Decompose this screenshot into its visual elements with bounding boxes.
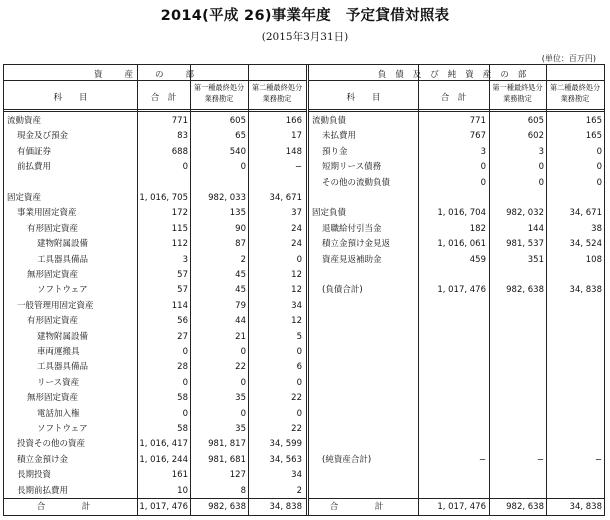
row-label: 電話加入権 — [37, 408, 80, 419]
row-label: 事業用固定資産 — [17, 208, 77, 219]
row-total: 771 — [469, 116, 486, 126]
liabilities-col2-header: 第二種最終処分 業務勘定 — [549, 83, 601, 103]
row-col2: 0 — [596, 162, 602, 173]
row-col2: 34, 563 — [269, 454, 302, 465]
row-label: (負債合計) — [322, 285, 363, 296]
row-label: 固定負債 — [312, 208, 347, 219]
row-label: 現金及び預金 — [17, 131, 69, 142]
liabilities-total-col2: 34, 838 — [569, 502, 602, 512]
row-col1: 602 — [527, 131, 544, 142]
liabilities-col1-header: 第一種最終処分 業務勘定 — [492, 83, 543, 103]
row-total: 182 — [469, 223, 486, 234]
row-col2: 12 — [291, 285, 302, 296]
liabilities-section-header: 負債及び純資産の部 — [377, 70, 536, 80]
assets-total-row — [4, 500, 306, 515]
row-label: 流動資産 — [7, 116, 42, 126]
row-col1: 2 — [240, 254, 246, 265]
row-col1: 45 — [235, 285, 246, 296]
row-label: リース資産 — [37, 377, 80, 388]
row-col1: 44 — [235, 316, 246, 327]
row-label: 建物附属設備 — [37, 239, 89, 250]
row-col1: 982, 032 — [506, 208, 544, 219]
assets-section-header: 資産の部 — [93, 70, 216, 80]
assets-item-header: 科 目 — [53, 93, 88, 103]
row-label: 一般管理用固定資産 — [17, 300, 94, 311]
row-col1: 135 — [229, 208, 246, 219]
row-col1: − — [536, 454, 544, 465]
row-col1: 0 — [240, 347, 246, 357]
row-label: 積立金預け金見返 — [322, 239, 391, 250]
row-col1: 605 — [527, 116, 544, 126]
row-col2: 17 — [291, 131, 302, 142]
row-col1: 351 — [527, 254, 544, 265]
row-label: ソフトウェア — [37, 285, 88, 296]
row-col2: − — [594, 454, 602, 465]
row-col1: 0 — [240, 162, 246, 173]
table-row — [309, 452, 604, 469]
row-total: 1, 016, 061 — [437, 239, 486, 250]
row-label: その他の流動負債 — [322, 177, 391, 188]
row-col1: 22 — [235, 362, 246, 373]
row-total: 1, 017, 476 — [437, 285, 486, 296]
row-label: 無形固定資産 — [27, 393, 79, 404]
row-total: 1, 016, 704 — [437, 208, 486, 219]
row-label: 建物附属設備 — [37, 331, 89, 342]
row-label: 車両運搬具 — [37, 347, 80, 357]
row-total: 688 — [171, 146, 188, 157]
row-col2: 22 — [291, 424, 302, 434]
row-col2: 34 — [291, 300, 302, 311]
row-col1: 3 — [538, 146, 544, 157]
row-total: 115 — [171, 223, 188, 234]
row-total: 57 — [177, 285, 188, 296]
row-total: 771 — [171, 116, 188, 126]
row-col2: 37 — [291, 208, 302, 219]
row-col2: 0 — [596, 177, 602, 188]
row-label: 有形固定資産 — [27, 316, 79, 327]
row-total: 767 — [469, 131, 486, 142]
row-label: 有価証券 — [17, 146, 52, 157]
row-col2: 24 — [291, 223, 302, 234]
row-col2: 0 — [596, 146, 602, 157]
row-total: 58 — [177, 393, 188, 404]
row-col2: 34 — [291, 470, 302, 481]
row-col2: 148 — [285, 146, 302, 157]
row-col1: 0 — [538, 162, 544, 173]
row-label: 預り金 — [322, 146, 348, 157]
row-total: 3 — [182, 254, 188, 265]
row-total: 3 — [480, 146, 486, 157]
row-total: 57 — [177, 270, 188, 280]
row-total: − — [478, 454, 486, 465]
liabilities-total-col1: 982, 638 — [506, 502, 544, 512]
row-col2: 165 — [585, 116, 602, 126]
liabilities-total-row — [309, 500, 604, 515]
row-col2: 22 — [291, 393, 302, 404]
row-col1: 0 — [240, 408, 246, 419]
assets-total-header: 合 計 — [150, 93, 177, 103]
row-col1: 982, 033 — [208, 193, 246, 203]
row-label: 長期投資 — [17, 470, 52, 481]
row-total: 0 — [480, 177, 486, 188]
liabilities-total-value: 1, 017, 476 — [437, 502, 486, 512]
row-label: 固定資産 — [7, 193, 42, 203]
liabilities-side — [309, 65, 604, 515]
row-total: 1, 016, 244 — [139, 454, 188, 465]
row-col1: 35 — [235, 424, 246, 434]
row-total: 161 — [171, 470, 188, 481]
row-label: 無形固定資産 — [27, 270, 79, 280]
row-label: 前払費用 — [17, 162, 52, 173]
balance-sheet-table — [3, 64, 605, 516]
row-label: 工具器具備品 — [37, 254, 89, 265]
row-col2: 34, 524 — [569, 239, 602, 250]
row-total: 172 — [171, 208, 188, 219]
row-label: 工具器具備品 — [37, 362, 89, 373]
row-total: 114 — [171, 300, 188, 311]
row-col2: 24 — [291, 239, 302, 250]
row-col1: 981, 537 — [506, 239, 544, 250]
row-col1: 127 — [229, 470, 246, 481]
row-col2: 12 — [291, 270, 302, 280]
row-label: 投資その他の資産 — [17, 439, 86, 450]
row-label: 短期リース債務 — [322, 162, 382, 173]
row-label: 資産見返補助金 — [322, 254, 382, 265]
row-label: ソフトウェア — [37, 424, 88, 434]
row-total: 83 — [177, 131, 188, 142]
row-col2: 34, 838 — [569, 285, 602, 296]
row-col1: 35 — [235, 393, 246, 404]
row-col2: 0 — [296, 408, 302, 419]
row-total: 1, 016, 417 — [139, 439, 188, 450]
page-subtitle-date: (2015年3月31日) — [261, 31, 349, 43]
row-label: 未払費用 — [322, 131, 357, 142]
row-col1: 981, 817 — [208, 439, 246, 450]
row-label: 退職給付引当金 — [322, 223, 382, 234]
row-total: 27 — [177, 331, 188, 342]
row-total: 459 — [469, 254, 486, 265]
liabilities-total-label: 合 計 — [329, 502, 398, 512]
row-total: 58 — [177, 424, 188, 434]
row-label: (純資産合計) — [322, 454, 372, 465]
row-col1: 65 — [235, 131, 246, 142]
row-col1: 87 — [235, 239, 246, 250]
row-col1: 79 — [235, 300, 246, 311]
row-total: 0 — [182, 377, 188, 388]
row-col2: 2 — [296, 485, 302, 496]
row-label: 有形固定資産 — [27, 223, 79, 234]
row-col1: 21 — [235, 331, 246, 342]
row-col2: 12 — [291, 316, 302, 327]
row-label: 流動負債 — [312, 116, 347, 126]
row-label: 積立金預け金 — [17, 454, 69, 465]
row-col2: 166 — [285, 116, 302, 126]
assets-total-value: 1, 017, 476 — [139, 502, 188, 512]
liabilities-total-header: 合 計 — [440, 93, 467, 103]
liabilities-item-header: 科 目 — [346, 93, 381, 103]
row-total: 0 — [182, 162, 188, 173]
assets-total-col2: 34, 838 — [269, 502, 302, 512]
table-row — [4, 483, 306, 500]
row-col2: 0 — [296, 377, 302, 388]
row-col2: 0 — [296, 347, 302, 357]
row-total: 56 — [177, 316, 188, 327]
row-total: 0 — [182, 408, 188, 419]
row-col2: 0 — [296, 254, 302, 265]
row-col2: 34, 671 — [569, 208, 602, 219]
assets-total-col1: 982, 638 — [208, 502, 246, 512]
row-col2: 165 — [585, 131, 602, 142]
row-col1: 0 — [538, 177, 544, 188]
page-title: 2014(平成 26)事業年度 予定貸借対照表 — [160, 8, 450, 24]
row-col2: 34, 599 — [269, 439, 302, 450]
assets-side — [4, 65, 306, 515]
row-col1: 8 — [240, 485, 246, 496]
row-col1: 982, 638 — [506, 285, 544, 296]
row-col1: 45 — [235, 270, 246, 280]
row-col2: 34, 671 — [269, 193, 302, 203]
row-col2: 6 — [296, 362, 302, 373]
unit-label: (単位：百万円) — [541, 54, 596, 63]
row-total: 10 — [177, 485, 188, 496]
assets-total-label: 合 計 — [36, 502, 105, 512]
row-label: 長期前払費用 — [17, 485, 69, 496]
row-col2: 5 — [296, 331, 302, 342]
row-col1: 90 — [235, 223, 246, 234]
row-col1: 605 — [229, 116, 246, 126]
row-total: 0 — [182, 347, 188, 357]
row-col1: 144 — [527, 223, 544, 234]
row-col2: − — [294, 162, 302, 173]
row-col1: 540 — [229, 146, 246, 157]
row-total: 1, 016, 705 — [139, 193, 188, 203]
assets-col1-header: 第一種最終処分 業務勘定 — [193, 83, 245, 103]
row-col2: 38 — [591, 223, 602, 234]
row-col2: 108 — [585, 254, 602, 265]
row-total: 0 — [480, 162, 486, 173]
row-col1: 981, 681 — [208, 454, 246, 465]
row-total: 112 — [171, 239, 188, 250]
assets-col2-header: 第二種最終処分 業務勘定 — [251, 83, 303, 103]
row-col1: 0 — [240, 377, 246, 388]
row-total: 28 — [177, 362, 188, 373]
